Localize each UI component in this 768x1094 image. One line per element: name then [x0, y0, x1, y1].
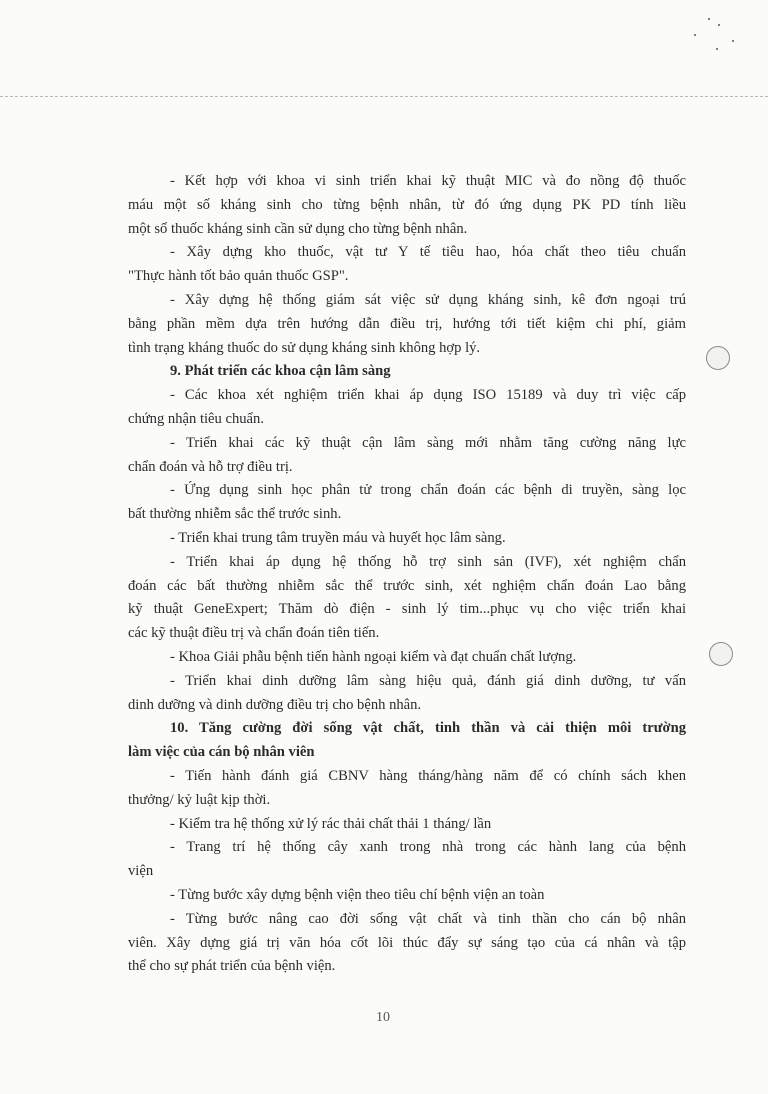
paragraph-line: - Khoa Giải phẫu bệnh tiến hành ngoại kiểm và đạt chuẩn chất lượng. [170, 648, 577, 665]
paragraph-line: - Ứng dụng sinh học phân tử trong chẩn đoán các bệnh di truyền, sàng lọc [170, 482, 686, 499]
section-heading-line: 9. Phát triển các khoa cận lâm sàng [170, 363, 391, 380]
paragraph-line: - Kiểm tra hệ thống xử lý rác thải chất thải 1 tháng/ lần [170, 815, 492, 832]
paragraph-line: - Từng bước nâng cao đời sống vật chất và tinh thần cho cán bộ nhân [170, 910, 686, 927]
paragraph-line: viện [128, 863, 154, 880]
paragraph-line: "Thực hành tốt bảo quản thuốc GSP". [128, 268, 349, 285]
paragraph-line: - Xây dựng kho thuốc, vật tư Y tế tiêu hao, hóa chất theo tiêu chuẩn [170, 244, 686, 261]
section-heading-line: làm việc của cán bộ nhân viên [128, 744, 315, 761]
paragraph-line: một số thuốc kháng sinh cần sử dụng cho từng bệnh nhân. [128, 220, 468, 237]
paragraph-line: dinh dưỡng và dinh dưỡng điều trị cho bệnh nhân. [128, 696, 422, 713]
paragraph-line: chứng nhận tiêu chuẩn. [128, 410, 264, 427]
paragraph-line: - Trang trí hệ thống cây xanh trong nhà trong các hành lang của bệnh [170, 839, 686, 856]
paragraph-line: - Tiến hành đánh giá CBNV hàng tháng/hàng năm để có chính sách khen [170, 767, 686, 784]
page-number: 10 [376, 1010, 390, 1025]
punch-hole [709, 642, 733, 666]
paragraph-line: bằng phần mềm dựa trên hướng dẫn điều trị, hướng tới tiết kiệm chi phí, giảm [128, 315, 686, 332]
paragraph-line: máu một số kháng sinh cho từng bệnh nhân, từ đó ứng dụng PK PD tính liều [128, 196, 686, 213]
paragraph-line: viên. Xây dựng giá trị văn hóa cốt lõi thúc đẩy sự sáng tạo của cá nhân và tập [128, 934, 686, 951]
paragraph-line: kỹ thuật GeneExpert; Thăm dò điện - sinh lý tim...phục vụ cho việc triển khai [128, 601, 686, 618]
paragraph-line: - Từng bước xây dựng bệnh viện theo tiêu chí bệnh viện an toàn [170, 886, 545, 903]
paragraph-line: chẩn đoán và hỗ trợ điều trị. [128, 458, 293, 475]
paragraph-line: tình trạng kháng thuốc do sử dụng kháng sinh không hợp lý. [128, 339, 481, 356]
paragraph-line: thưởng/ kỷ luật kịp thời. [128, 791, 271, 808]
paragraph-line: - Triển khai các kỹ thuật cận lâm sàng mới nhằm tăng cường năng lực [170, 434, 686, 451]
paragraph-line: - Triển khai dinh dưỡng lâm sàng hiệu quả, đánh giá dinh dưỡng, tư vấn [170, 672, 686, 689]
paragraph-line: - Triển khai trung tâm truyền máu và huyết học lâm sàng. [170, 529, 506, 546]
section-heading-line: 10. Tăng cường đời sống vật chất, tinh thần và cải thiện môi trường [170, 720, 686, 737]
paragraph-line: bất thường nhiễm sắc thể trước sinh. [128, 506, 342, 523]
paragraph-line: - Triển khai áp dụng hệ thống hỗ trợ sinh sản (IVF), xét nghiệm chẩn [170, 553, 686, 570]
scan-divider-line [0, 96, 768, 97]
paragraph-line: đoán các bất thường nhiễm sắc thể trước sinh, xét nghiệm chẩn đoán Lao bằng [128, 577, 686, 594]
punch-hole [706, 346, 730, 370]
paragraph-line: - Các khoa xét nghiệm triển khai áp dụng ISO 15189 và duy trì việc cấp [170, 387, 686, 404]
paragraph-line: - Kết hợp với khoa vi sinh triển khai kỹ thuật MIC và đo nồng độ thuốc [170, 173, 686, 189]
document-body [128, 170, 686, 979]
paragraph-line: thể cho sự phát triển của bệnh viện. [128, 958, 336, 975]
scan-corner-marks [688, 14, 738, 54]
paragraph-line: - Xây dựng hệ thống giám sát việc sử dụng kháng sinh, kê đơn ngoại trú [170, 291, 686, 308]
paragraph-line: các kỹ thuật điều trị và chẩn đoán tiên tiến. [128, 625, 380, 642]
